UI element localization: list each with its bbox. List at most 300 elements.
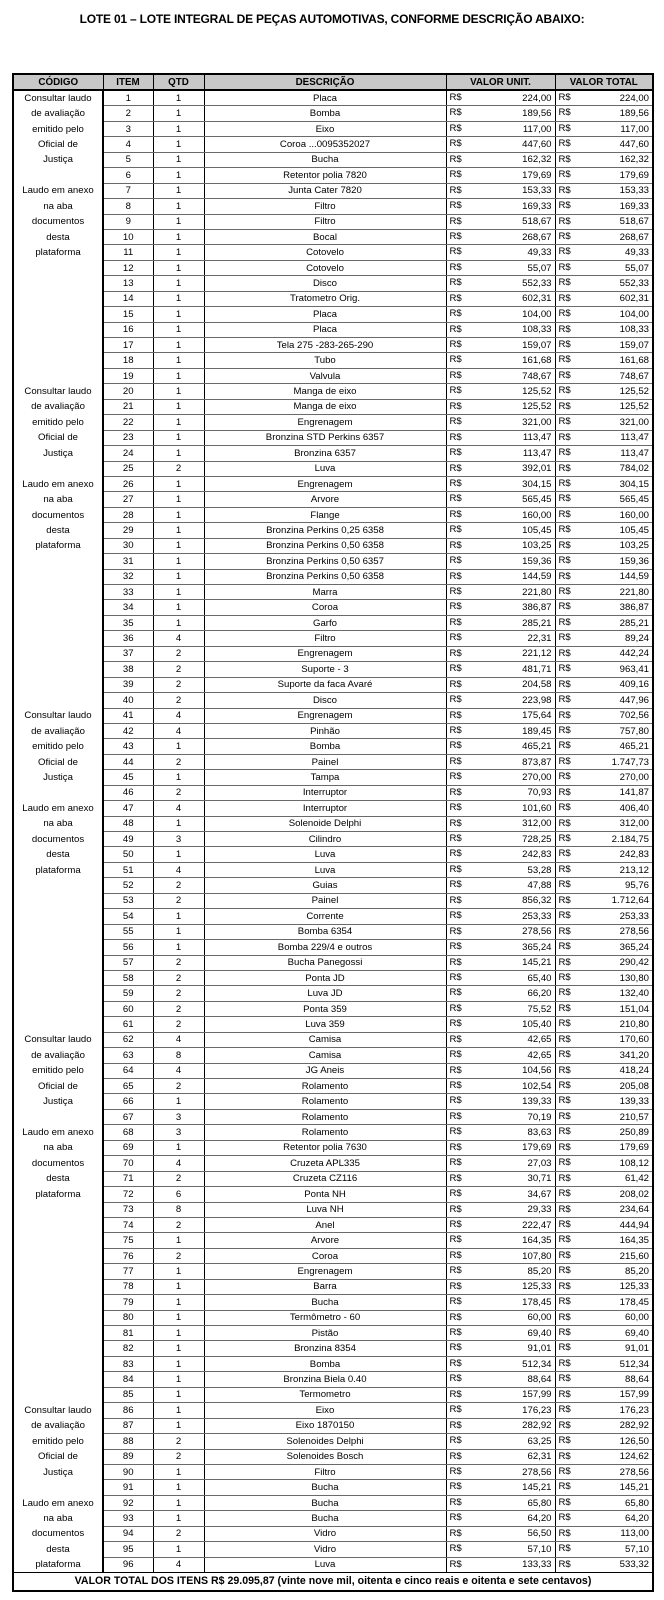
table-row [13,1449,653,1464]
codigo-cell [13,1480,103,1495]
table-row [13,461,653,476]
valor-total-cell [555,90,653,106]
valor-total-cell [555,183,653,198]
currency-symbol: R$ [449,1543,462,1555]
valor-unit-cell [446,1063,555,1078]
item-cell: 32 [103,569,153,584]
table-row [13,832,653,847]
valor-total-amount: 125,52 [619,401,649,413]
valor-unit-cell [446,1310,555,1325]
valor-total-amount: 213,12 [619,864,649,876]
codigo-cell: de avaliação [13,1418,103,1433]
table-row [13,245,653,260]
qtd-cell: 1 [153,384,204,399]
item-cell: 22 [103,415,153,430]
codigo-cell: Laudo em anexo [13,801,103,816]
qtd-cell: 1 [153,1279,204,1294]
valor-unit-cell [446,1356,555,1371]
item-cell: 84 [103,1372,153,1387]
codigo-cell [13,276,103,291]
valor-total-cell [555,523,653,538]
currency-symbol: R$ [558,786,571,798]
descricao-cell: Painel [204,754,446,769]
currency-symbol: R$ [558,1373,571,1385]
valor-total-amount: 125,33 [619,1281,649,1293]
qtd-cell: 1 [153,1264,204,1279]
descricao-cell: Bomba [204,739,446,754]
table-row [13,1372,653,1387]
table-row [13,183,653,198]
qtd-cell: 2 [153,1079,204,1094]
currency-symbol: R$ [449,1188,462,1200]
codigo-cell: Laudo em anexo [13,476,103,491]
descricao-cell: Bronzina Biela 0.40 [204,1372,446,1387]
codigo-cell [13,1279,103,1294]
table-row [13,847,653,862]
valor-total-amount: 757,80 [619,725,649,737]
valor-total-cell [555,615,653,630]
qtd-cell: 1 [153,229,204,244]
valor-unit-amount: 101,60 [522,802,552,814]
table-row [13,940,653,955]
codigo-cell: desta [13,847,103,862]
qtd-cell: 1 [153,415,204,430]
item-cell: 19 [103,368,153,383]
item-cell: 44 [103,754,153,769]
qtd-cell: 1 [153,739,204,754]
currency-symbol: R$ [558,694,571,706]
valor-total-cell [555,1511,653,1526]
currency-symbol: R$ [558,153,571,165]
item-cell: 11 [103,245,153,260]
valor-unit-amount: 145,21 [522,957,552,969]
valor-total-cell [555,291,653,306]
valor-unit-cell [446,338,555,353]
currency-symbol: R$ [449,987,462,999]
valor-unit-amount: 107,80 [522,1250,552,1262]
currency-symbol: R$ [558,138,571,150]
item-cell: 8 [103,199,153,214]
valor-unit-cell [446,1557,555,1572]
valor-total-amount: 304,15 [619,478,649,490]
currency-symbol: R$ [449,261,462,273]
currency-symbol: R$ [558,1110,571,1122]
valor-unit-cell [446,832,555,847]
valor-unit-amount: 392,01 [522,463,552,475]
valor-unit-amount: 365,24 [522,941,552,953]
header-item: ITEM [103,74,153,90]
descricao-cell: Barra [204,1279,446,1294]
item-cell: 15 [103,307,153,322]
codigo-cell [13,1233,103,1248]
valor-total-amount: 65,80 [624,1497,649,1509]
currency-symbol: R$ [558,616,571,628]
valor-total-cell [555,600,653,615]
descricao-cell: Cotovelo [204,245,446,260]
descricao-cell: Flange [204,507,446,522]
item-cell: 60 [103,1001,153,1016]
currency-symbol: R$ [449,1265,462,1277]
currency-symbol: R$ [558,1311,571,1323]
item-cell: 5 [103,152,153,167]
header-qtd: QTD [153,74,204,90]
valor-unit-cell [446,229,555,244]
valor-total-amount: 447,96 [619,694,649,706]
table-row [13,1248,653,1263]
currency-symbol: R$ [558,323,571,335]
codigo-cell: Consultar laudo [13,1403,103,1418]
table-row [13,615,653,630]
item-cell: 21 [103,399,153,414]
currency-symbol: R$ [449,678,462,690]
valor-unit-amount: 91,01 [527,1343,552,1355]
descricao-cell: Engrenagem [204,476,446,491]
table-row [13,662,653,677]
valor-unit-amount: 144,59 [522,571,552,583]
descricao-cell: Filtro [204,214,446,229]
currency-symbol: R$ [558,894,571,906]
item-cell: 85 [103,1387,153,1402]
valor-total-amount: 49,33 [624,247,649,259]
descricao-cell: Interruptor [204,801,446,816]
descricao-cell: Coroa ...0095352027 [204,137,446,152]
currency-symbol: R$ [558,1496,571,1508]
valor-unit-cell [446,353,555,368]
codigo-cell [13,1387,103,1402]
descricao-cell: Tampa [204,770,446,785]
descricao-cell: Valvula [204,368,446,383]
valor-unit-amount: 65,40 [527,972,552,984]
table-row [13,353,653,368]
descricao-cell: Cruzeta CZ116 [204,1171,446,1186]
valor-total-amount: 159,07 [619,339,649,351]
table-row [13,646,653,661]
valor-total-cell [555,1063,653,1078]
valor-unit-cell [446,754,555,769]
item-cell: 17 [103,338,153,353]
currency-symbol: R$ [449,246,462,258]
descricao-cell: Pinhão [204,723,446,738]
codigo-cell [13,662,103,677]
qtd-cell: 1 [153,600,204,615]
qtd-cell: 1 [153,1403,204,1418]
descricao-cell: Bronzina Perkins 0,25 6358 [204,523,446,538]
qtd-cell: 1 [153,430,204,445]
table-row [13,307,653,322]
item-cell: 59 [103,986,153,1001]
qtd-cell: 1 [153,1372,204,1387]
currency-symbol: R$ [558,385,571,397]
valor-total-cell [555,569,653,584]
valor-total-cell [555,1557,653,1572]
currency-symbol: R$ [558,925,571,937]
currency-symbol: R$ [558,431,571,443]
descricao-cell: Bomba [204,1356,446,1371]
item-cell: 4 [103,137,153,152]
valor-unit-amount: 145,21 [522,1482,552,1494]
valor-total-cell [555,1264,653,1279]
valor-unit-amount: 66,20 [527,988,552,1000]
descricao-cell: Camisa [204,1032,446,1047]
valor-unit-cell [446,693,555,708]
descricao-cell: Placa [204,322,446,337]
valor-total-amount: 386,87 [619,602,649,614]
descricao-cell: Disco [204,693,446,708]
currency-symbol: R$ [558,971,571,983]
valor-unit-cell [446,785,555,800]
qtd-cell: 1 [153,90,204,106]
header-codigo: CÓDIGO [13,74,103,90]
qtd-cell: 1 [153,1310,204,1325]
item-cell: 62 [103,1032,153,1047]
valor-unit-amount: 125,52 [522,401,552,413]
qtd-cell: 2 [153,1449,204,1464]
currency-symbol: R$ [558,477,571,489]
valor-unit-amount: 49,33 [527,247,552,259]
codigo-cell [13,1264,103,1279]
table-row [13,1187,653,1202]
codigo-cell: plataforma [13,245,103,260]
valor-total-amount: 234,64 [619,1204,649,1216]
table-row [13,1217,653,1232]
qtd-cell: 1 [153,816,204,831]
currency-symbol: R$ [558,570,571,582]
valor-unit-cell [446,1295,555,1310]
valor-total-cell [555,1341,653,1356]
table-row [13,1156,653,1171]
valor-total-cell [555,1495,653,1510]
item-cell: 80 [103,1310,153,1325]
item-cell: 70 [103,1156,153,1171]
table-row [13,600,653,615]
codigo-cell: emitido pelo [13,121,103,136]
currency-symbol: R$ [449,802,462,814]
currency-symbol: R$ [449,1172,462,1184]
table-row [13,214,653,229]
valor-total-cell [555,1202,653,1217]
valor-total-amount: 103,25 [619,540,649,552]
currency-symbol: R$ [449,956,462,968]
qtd-cell: 1 [153,199,204,214]
qtd-cell: 4 [153,862,204,877]
currency-symbol: R$ [449,138,462,150]
valor-total-amount: 242,83 [619,849,649,861]
table-row [13,1295,653,1310]
table-row [13,785,653,800]
table-row [13,90,653,106]
valor-unit-cell [446,677,555,692]
qtd-cell: 4 [153,723,204,738]
valor-unit-amount: 221,12 [522,648,552,660]
currency-symbol: R$ [449,1419,462,1431]
codigo-cell: desta [13,229,103,244]
codigo-cell [13,322,103,337]
qtd-cell: 4 [153,708,204,723]
descricao-cell: Termometro [204,1387,446,1402]
valor-total-cell [555,461,653,476]
valor-unit-amount: 179,69 [522,169,552,181]
codigo-cell [13,353,103,368]
currency-symbol: R$ [449,230,462,242]
qtd-cell: 4 [153,1557,204,1572]
item-cell: 12 [103,260,153,275]
table-row [13,1233,653,1248]
currency-symbol: R$ [558,740,571,752]
table-row [13,199,653,214]
currency-symbol: R$ [558,308,571,320]
item-cell: 96 [103,1557,153,1572]
currency-symbol: R$ [449,863,462,875]
table-row [13,1171,653,1186]
valor-total-amount: 285,21 [619,617,649,629]
currency-symbol: R$ [449,1280,462,1292]
currency-symbol: R$ [449,354,462,366]
valor-unit-cell [446,585,555,600]
valor-total-cell [555,338,653,353]
valor-total-amount: 89,24 [624,633,649,645]
valor-total-amount: 282,92 [619,1420,649,1432]
item-cell: 67 [103,1109,153,1124]
descricao-cell: Arvore [204,1233,446,1248]
item-cell: 87 [103,1418,153,1433]
qtd-cell: 1 [153,1495,204,1510]
currency-symbol: R$ [558,1218,571,1230]
item-cell: 89 [103,1449,153,1464]
item-cell: 61 [103,1017,153,1032]
codigo-cell: de avaliação [13,723,103,738]
descricao-cell: Vidro [204,1542,446,1557]
valor-total-amount: 161,68 [619,355,649,367]
valor-total-cell [555,430,653,445]
valor-unit-cell [446,106,555,121]
valor-unit-cell [446,322,555,337]
valor-unit-amount: 386,87 [522,602,552,614]
valor-unit-cell [446,878,555,893]
currency-symbol: R$ [449,431,462,443]
valor-unit-amount: 69,40 [527,1327,552,1339]
currency-symbol: R$ [449,1404,462,1416]
valor-unit-cell [446,1526,555,1541]
valor-unit-cell [446,1171,555,1186]
codigo-cell [13,878,103,893]
valor-unit-cell [446,1418,555,1433]
descricao-cell: Solenoides Bosch [204,1449,446,1464]
codigo-cell: de avaliação [13,106,103,121]
item-cell: 2 [103,106,153,121]
valor-total-amount: 253,33 [619,910,649,922]
valor-unit-amount: 312,00 [522,818,552,830]
valor-total-cell [555,1464,653,1479]
valor-total-cell [555,276,653,291]
currency-symbol: R$ [558,1280,571,1292]
currency-symbol: R$ [449,755,462,767]
valor-unit-cell [446,507,555,522]
table-row [13,986,653,1001]
codigo-cell: documentos [13,1156,103,1171]
table-row [13,1495,653,1510]
valor-total-cell [555,585,653,600]
valor-unit-amount: 161,68 [522,355,552,367]
item-cell: 42 [103,723,153,738]
qtd-cell: 4 [153,801,204,816]
currency-symbol: R$ [558,1450,571,1462]
currency-symbol: R$ [558,678,571,690]
valor-unit-cell [446,986,555,1001]
descricao-cell: Marra [204,585,446,600]
currency-symbol: R$ [449,694,462,706]
valor-unit-cell [446,1140,555,1155]
valor-unit-amount: 270,00 [522,771,552,783]
item-cell: 33 [103,585,153,600]
currency-symbol: R$ [449,1342,462,1354]
descricao-cell: Guias [204,878,446,893]
valor-unit-amount: 104,56 [522,1065,552,1077]
valor-total-cell [555,1542,653,1557]
codigo-cell: Consultar laudo [13,384,103,399]
table-row [13,137,653,152]
table-row [13,1310,653,1325]
item-cell: 7 [103,183,153,198]
codigo-cell [13,615,103,630]
currency-symbol: R$ [558,261,571,273]
currency-symbol: R$ [558,1126,571,1138]
table-row [13,723,653,738]
valor-unit-amount: 70,93 [527,787,552,799]
descricao-cell: Bronzina Perkins 0,50 6357 [204,554,446,569]
codigo-cell: na aba [13,1511,103,1526]
valor-total-cell [555,832,653,847]
valor-unit-amount: 75,52 [527,1003,552,1015]
codigo-cell: documentos [13,832,103,847]
valor-unit-cell [446,1542,555,1557]
codigo-cell: Consultar laudo [13,90,103,106]
codigo-cell [13,461,103,476]
descricao-cell: Cruzeta APL335 [204,1156,446,1171]
valor-unit-cell [446,739,555,754]
qtd-cell: 1 [153,399,204,414]
currency-symbol: R$ [449,1203,462,1215]
valor-total-amount: 447,60 [619,139,649,151]
codigo-cell: plataforma [13,538,103,553]
table-row [13,492,653,507]
valor-unit-amount: 222,47 [522,1219,552,1231]
codigo-cell: plataforma [13,1187,103,1202]
currency-symbol: R$ [449,508,462,520]
header-valor-unit: VALOR UNIT. [446,74,555,90]
valor-unit-cell [446,1403,555,1418]
currency-symbol: R$ [558,771,571,783]
valor-total-cell [555,152,653,167]
descricao-cell: Bucha [204,1511,446,1526]
valor-total-amount: 224,00 [619,92,649,104]
valor-total-cell [555,399,653,414]
currency-symbol: R$ [558,1064,571,1076]
valor-unit-amount: 70,19 [527,1111,552,1123]
valor-total-amount: 963,41 [619,663,649,675]
currency-symbol: R$ [449,1064,462,1076]
table-row [13,1001,653,1016]
codigo-cell: Justiça [13,446,103,461]
currency-symbol: R$ [449,1110,462,1122]
item-cell: 93 [103,1511,153,1526]
currency-symbol: R$ [449,477,462,489]
valor-unit-cell [446,1495,555,1510]
codigo-cell [13,631,103,646]
item-cell: 27 [103,492,153,507]
qtd-cell: 1 [153,260,204,275]
valor-total-cell [555,1295,653,1310]
descricao-cell: Suporte - 3 [204,662,446,677]
